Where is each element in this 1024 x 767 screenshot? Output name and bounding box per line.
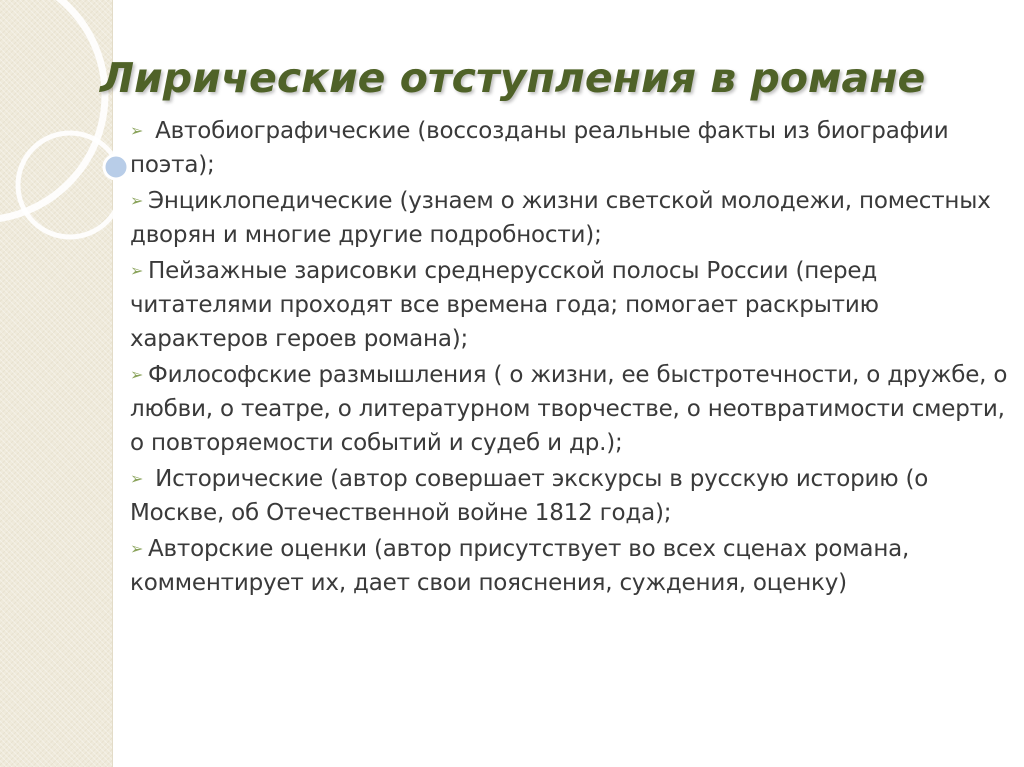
bullet-text: Энциклопедические (узнаем о жизни светской молодежи, поместных дворян и многие другие подробности); <box>130 188 991 248</box>
bullet-list <box>130 114 1010 602</box>
arrow-bullet-icon: ➢ <box>130 365 144 384</box>
bullet-item-landscape <box>130 254 1010 356</box>
bullet-text: Исторические (автор совершает экскурсы в русскую историю (о Москве, об Отечественной войне 1812 года); <box>130 466 929 526</box>
arrow-bullet-icon: ➢ <box>130 469 144 488</box>
bullet-item-autobiographical <box>130 114 1010 182</box>
slide-title: Лирические отступления в романе <box>100 54 926 102</box>
bullet-text: Авторские оценки (автор присутствует во всех сценах романа, комментирует их, дает свои пояснения, суждения, оценку) <box>130 536 910 596</box>
arrow-bullet-icon: ➢ <box>130 121 144 140</box>
bullet-item-philosophical <box>130 358 1010 460</box>
arrow-bullet-icon: ➢ <box>130 539 144 558</box>
decorative-dot <box>104 155 128 179</box>
bullet-text: Автобиографические (воссозданы реальные факты из биографии поэта); <box>130 118 949 178</box>
arrow-bullet-icon: ➢ <box>130 191 144 210</box>
bullet-item-historical <box>130 462 1010 530</box>
arrow-bullet-icon: ➢ <box>130 261 144 280</box>
bullet-item-author-assessments <box>130 532 1010 600</box>
bullet-item-encyclopedic <box>130 184 1010 252</box>
bullet-text: Философские размышления ( о жизни, ее быстротечности, о дружбе, о любви, о театре, о литературном творчестве, о неотвратимости смерти, о повторяемости событий и судеб и др.); <box>130 362 1008 456</box>
bullet-text: Пейзажные зарисовки среднерусской полосы России (перед читателями проходят все времена года; помогает раскрытию характеров героев романа); <box>130 258 879 352</box>
